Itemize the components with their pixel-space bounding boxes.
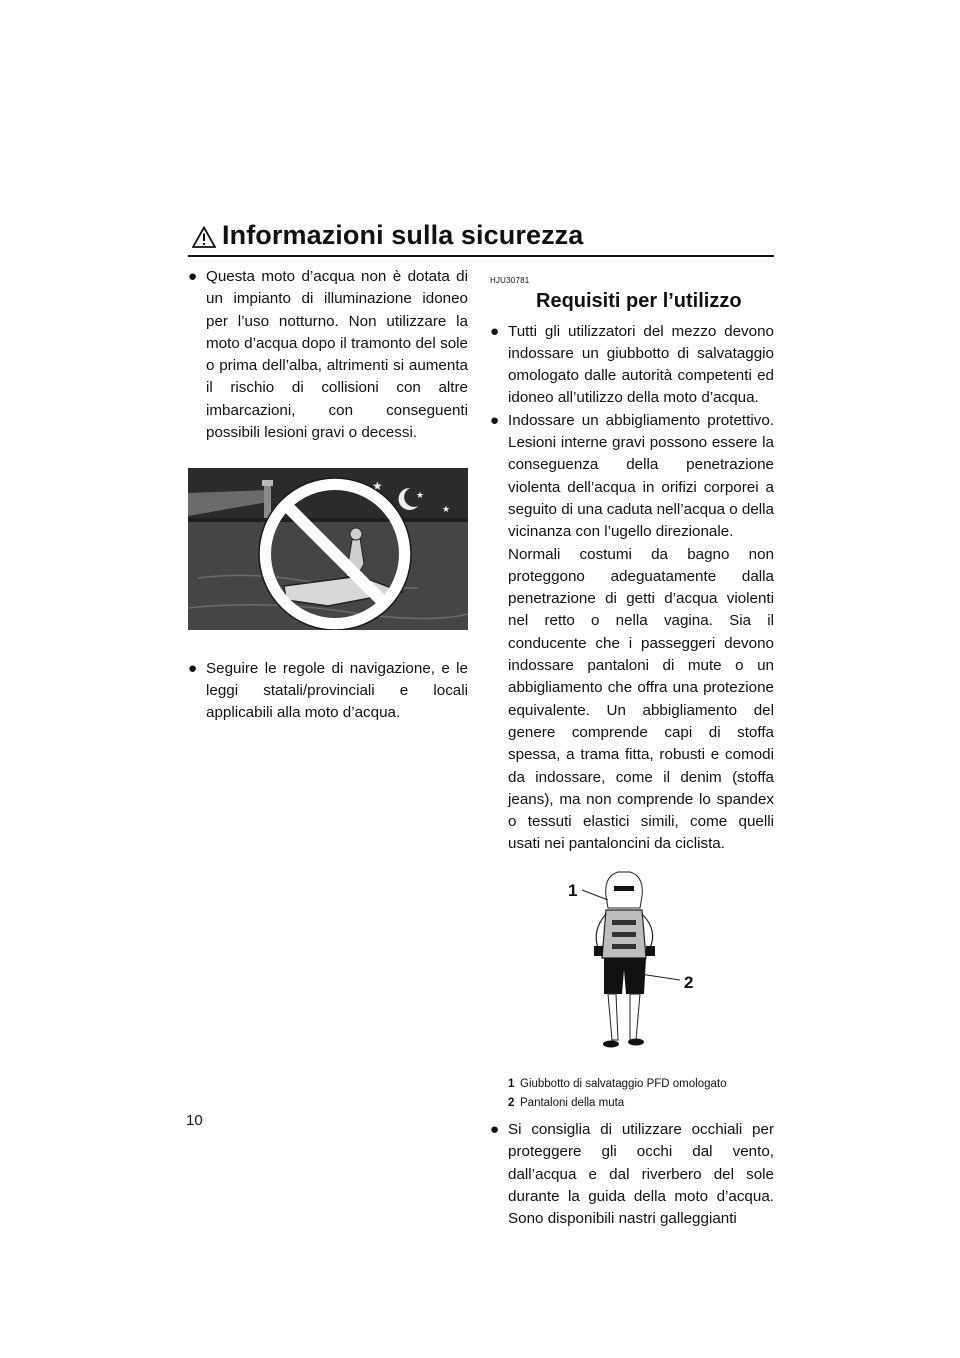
left-column: [188, 266, 468, 725]
right-column: [490, 266, 774, 1231]
page-number: 10: [186, 1112, 203, 1129]
callout-label-2: 2: [684, 972, 694, 992]
warning-triangle-icon: [192, 226, 216, 248]
no-night-riding-illustration: [188, 468, 468, 630]
list-item: [490, 410, 774, 544]
svg-text:★: ★: [416, 490, 425, 501]
bullet-text: Tutti gli utilizzatori del mezzo devono indossare un giubbotto di salvataggio omologato dalle autorità competenti ed idoneo all’utilizzo della moto d’acqua.: [508, 322, 774, 407]
page-title: Informazioni sulla sicurezza: [222, 220, 584, 250]
bullet-text: Si consiglia di utilizzare occhiali per proteggere gli occhi dal vento, dall’acqua e dal riverbero del sole durante la guida della moto d’acqua. Sono disponibili nastri galleggianti: [508, 1121, 774, 1228]
list-item: [188, 266, 468, 444]
header-rule: [188, 255, 774, 257]
life-jacket-person-illustration: [490, 870, 774, 1060]
figure-caption: [490, 1075, 774, 1113]
bullet-text: Questa moto d’acqua non è dotata di un impianto di illuminazione idoneo per l’uso notturno. Non utilizzare la moto d’acqua dopo il tramonto del sole o prima dell’alba, altrimenti si aumenta il rischio di collisioni con altre imbarcazioni, con conseguenti possibili lesioni gravi o decessi.: [206, 268, 468, 442]
bullet-icon: ●: [490, 322, 500, 340]
list-item: [490, 321, 774, 410]
list-item: [490, 1119, 774, 1230]
list-item: [188, 658, 468, 725]
caption-line: 2 Pantaloni della muta: [508, 1097, 625, 1110]
bullet-text: Indossare un abbigliamento protettivo. Lesioni interne gravi possono essere la conseguenza della penetrazione violenta dell’acqua in orifizi corporei a seguito di una caduta nell’acqua o della vicinanza con l’ugello direzionale.: [508, 411, 774, 541]
section-heading: Requisiti per l’utilizzo: [536, 290, 742, 313]
bullet-text: Seguire le regole di navigazione, e le leggi statali/provinciali e locali applicabili alla moto d’acqua.: [206, 659, 468, 722]
bullet-icon: ●: [188, 268, 198, 285]
svg-text:★: ★: [372, 479, 383, 494]
page-header: [188, 222, 774, 256]
svg-text:★: ★: [442, 504, 451, 515]
bullet-icon: ●: [490, 411, 500, 429]
caption-line: 1 Giubbotto di salvataggio PFD omologato: [508, 1078, 727, 1091]
callout-label-1: 1: [568, 880, 578, 900]
section-code: HJU30781: [490, 276, 530, 285]
bullet-icon: ●: [188, 659, 198, 677]
bullet-icon: ●: [490, 1121, 500, 1139]
paragraph: Normali costumi da bagno non proteggono adeguatamente dalla penetrazione di getti d’acqua violenti nel retto o nella vagina. Sia il conducente che i passeggeri devono indossare pantaloni di mute o un abbigliamento che offra una protezione equivalente. Un abbigliamento del genere comprende capi di stoffa spessa, a trama fitta, robusti e comodi da indossare, come il denim (stoffa jeans), ma non comprende lo spandex o tessuti elastici simili, come quelli usati nei pantaloncini da ciclista.: [508, 545, 774, 853]
